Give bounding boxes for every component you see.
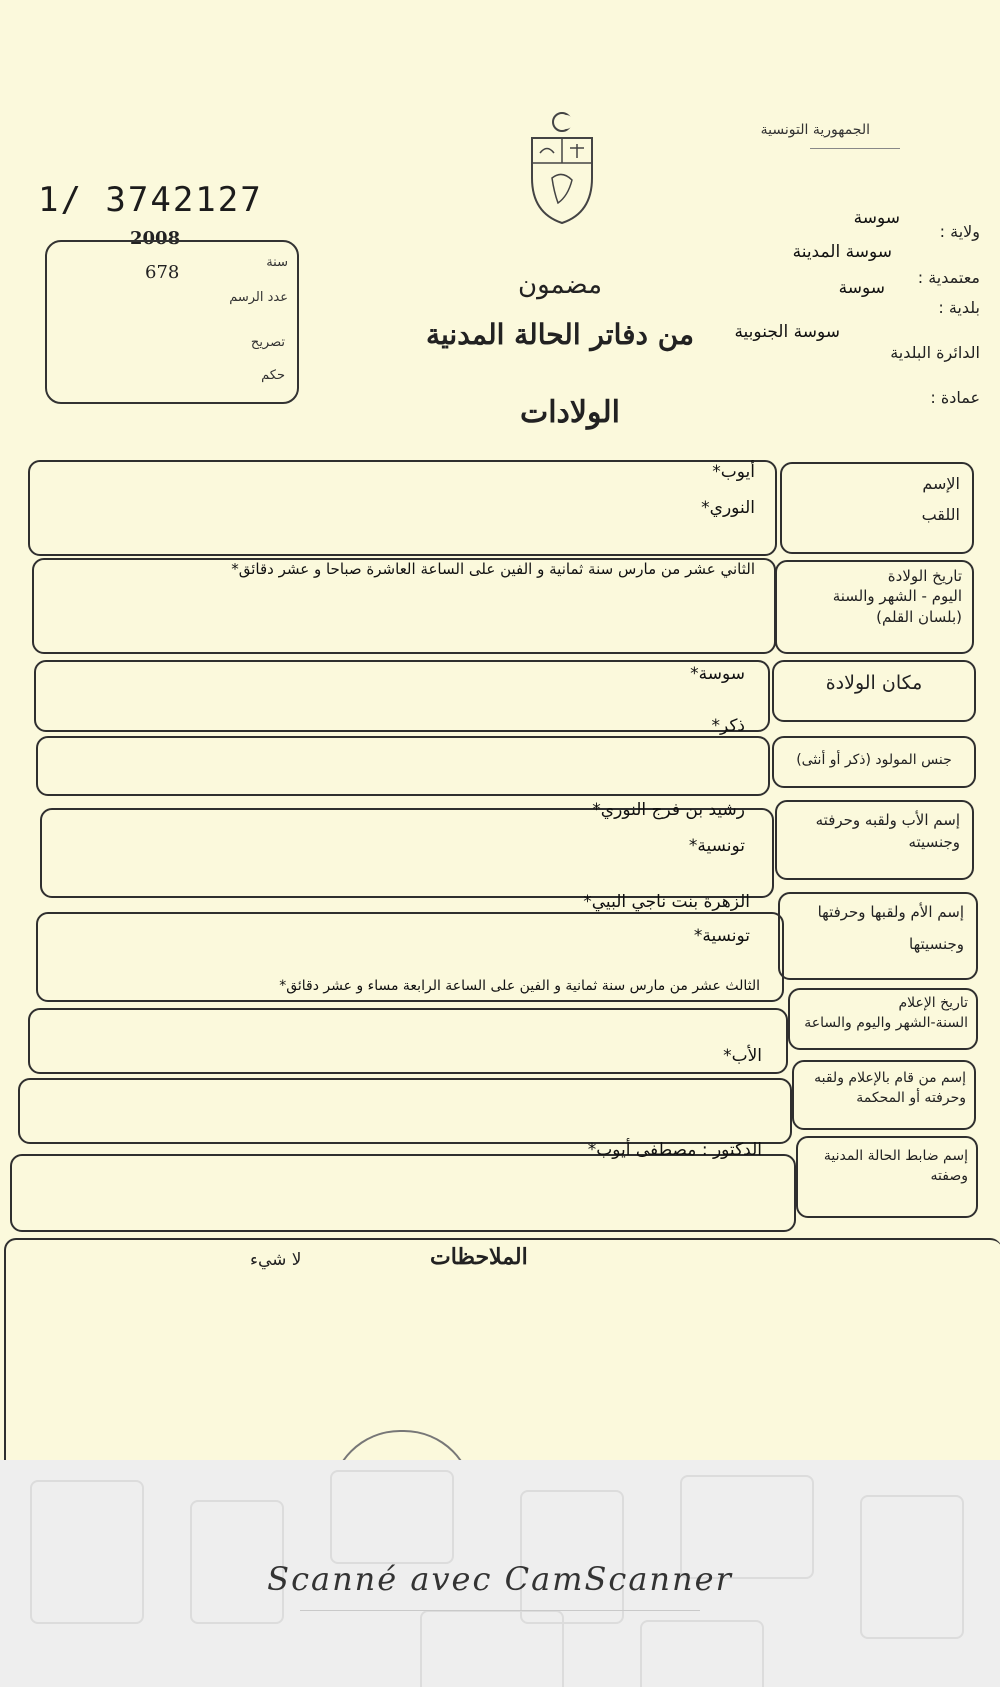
declarant-value: الأب* (723, 1046, 762, 1066)
births-title: الولادات (519, 395, 621, 430)
father-label-1: إسم الأب ولقبه وحرفته (815, 811, 960, 829)
coat-of-arms-icon (522, 108, 602, 228)
officer-value: الدكتور : مصطفى أيوب* (587, 1140, 762, 1160)
remarks-box (4, 1238, 1000, 1460)
officer-label-1: إسم ضابط الحالة المدنية (823, 1148, 968, 1164)
declaration-date-label-2: السنة-الشهر واليوم والساعة (804, 1014, 968, 1031)
father-label-2: وجنسيته (908, 832, 960, 851)
registry-title: من دفاتر الحالة المدنية (425, 318, 695, 351)
place-label: مكان الولادة (825, 672, 923, 694)
sex-value-box (36, 736, 770, 796)
scanner-footer (0, 1460, 1000, 1687)
mother-label-box (778, 892, 978, 980)
mother-label-2: وجنسيتها (909, 934, 964, 953)
name-label-box (780, 462, 974, 554)
watermark-underline (300, 1610, 700, 1611)
birthdate-value: الثاني عشر من مارس سنة ثمانية و الفين على الساعة العاشرة صباحا و عشر دقائق* (231, 560, 755, 578)
district-label: الدائرة البلدية (890, 343, 980, 362)
declaration-date-label-box (788, 988, 978, 1050)
surname-label: اللقب (921, 505, 960, 525)
declaration-date-label-1: تاريخ الإعلام (898, 995, 968, 1011)
officer-label-2: وصفته (930, 1168, 968, 1185)
judgment-label: حكم (261, 368, 285, 383)
name-label: الإسم (922, 474, 960, 493)
declarant-value-box (18, 1078, 792, 1144)
place-label-box (772, 660, 976, 722)
mother-value: الزهرة بنت ناجي البيي* (583, 892, 750, 912)
document-serial-number: 1/ 3742127 (38, 180, 263, 220)
registry-number: 678 (145, 262, 180, 283)
delegation-value: سوسة المدينة (792, 242, 892, 262)
father-value: رشيد بن فرج النوري* (592, 800, 745, 820)
wilaya-label: ولاية : (939, 222, 980, 241)
father-nationality-value: تونسية* (688, 836, 745, 856)
father-value-box (40, 808, 774, 898)
wilaya-value: سوسة (853, 208, 900, 228)
place-value: سوسة* (690, 664, 745, 684)
birthdate-label-3: (بلسان القلم) (876, 607, 962, 626)
registry-year: 2008 (130, 228, 181, 249)
officer-label-box (796, 1136, 978, 1218)
remarks-value: لا شيء (250, 1250, 302, 1270)
declaration-date-value: الثالث عشر من مارس سنة ثمانية و الفين على الساعة الرابعة مساء و عشر دقائق* (279, 978, 760, 994)
delegation-label: معتمدية : (917, 268, 980, 287)
birthdate-label-1: تاريخ الولادة (887, 567, 962, 585)
imada-label: عمادة : (930, 388, 980, 407)
municipality-label: بلدية : (938, 298, 980, 317)
sex-label: جنس المولود (ذكر أو أنثى) (796, 752, 952, 768)
mother-label-1: إسم الأم ولقبها وحرفتها (817, 903, 964, 921)
father-label-box (775, 800, 974, 880)
place-value-box (34, 660, 770, 732)
republic-header: الجمهورية التونسية (760, 122, 870, 138)
declarant-label-2: وحرفته أو المحكمة (856, 1090, 966, 1107)
municipality-value: سوسة (838, 278, 885, 298)
registry-year-label: سنة (266, 255, 288, 270)
birthdate-label-2: اليوم - الشهر والسنة (832, 587, 962, 606)
registry-number-label: عدد الرسم (229, 290, 288, 305)
birthdate-label-box (775, 560, 974, 654)
sex-value: ذكر* (711, 716, 745, 736)
declarant-label-box (792, 1060, 976, 1130)
declarant-label-1: إسم من قام بالإعلام ولقبه (814, 1070, 966, 1086)
surname-value: النوري* (701, 498, 755, 518)
sex-label-box (772, 736, 976, 788)
name-value: أيوب* (712, 462, 755, 482)
header-divider (810, 148, 900, 149)
declaration-label: تصريح (250, 335, 285, 350)
officer-value-box (10, 1154, 796, 1232)
name-value-box (28, 460, 777, 556)
extract-title: مضمون (517, 270, 603, 300)
declaration-date-value-box (28, 1008, 788, 1074)
mother-nationality-value: تونسية* (693, 926, 750, 946)
district-value: سوسة الجنوبية (734, 322, 840, 342)
camscanner-watermark: Scanné avec CamScanner (267, 1560, 733, 1598)
remarks-label: الملاحظات (430, 1244, 528, 1270)
